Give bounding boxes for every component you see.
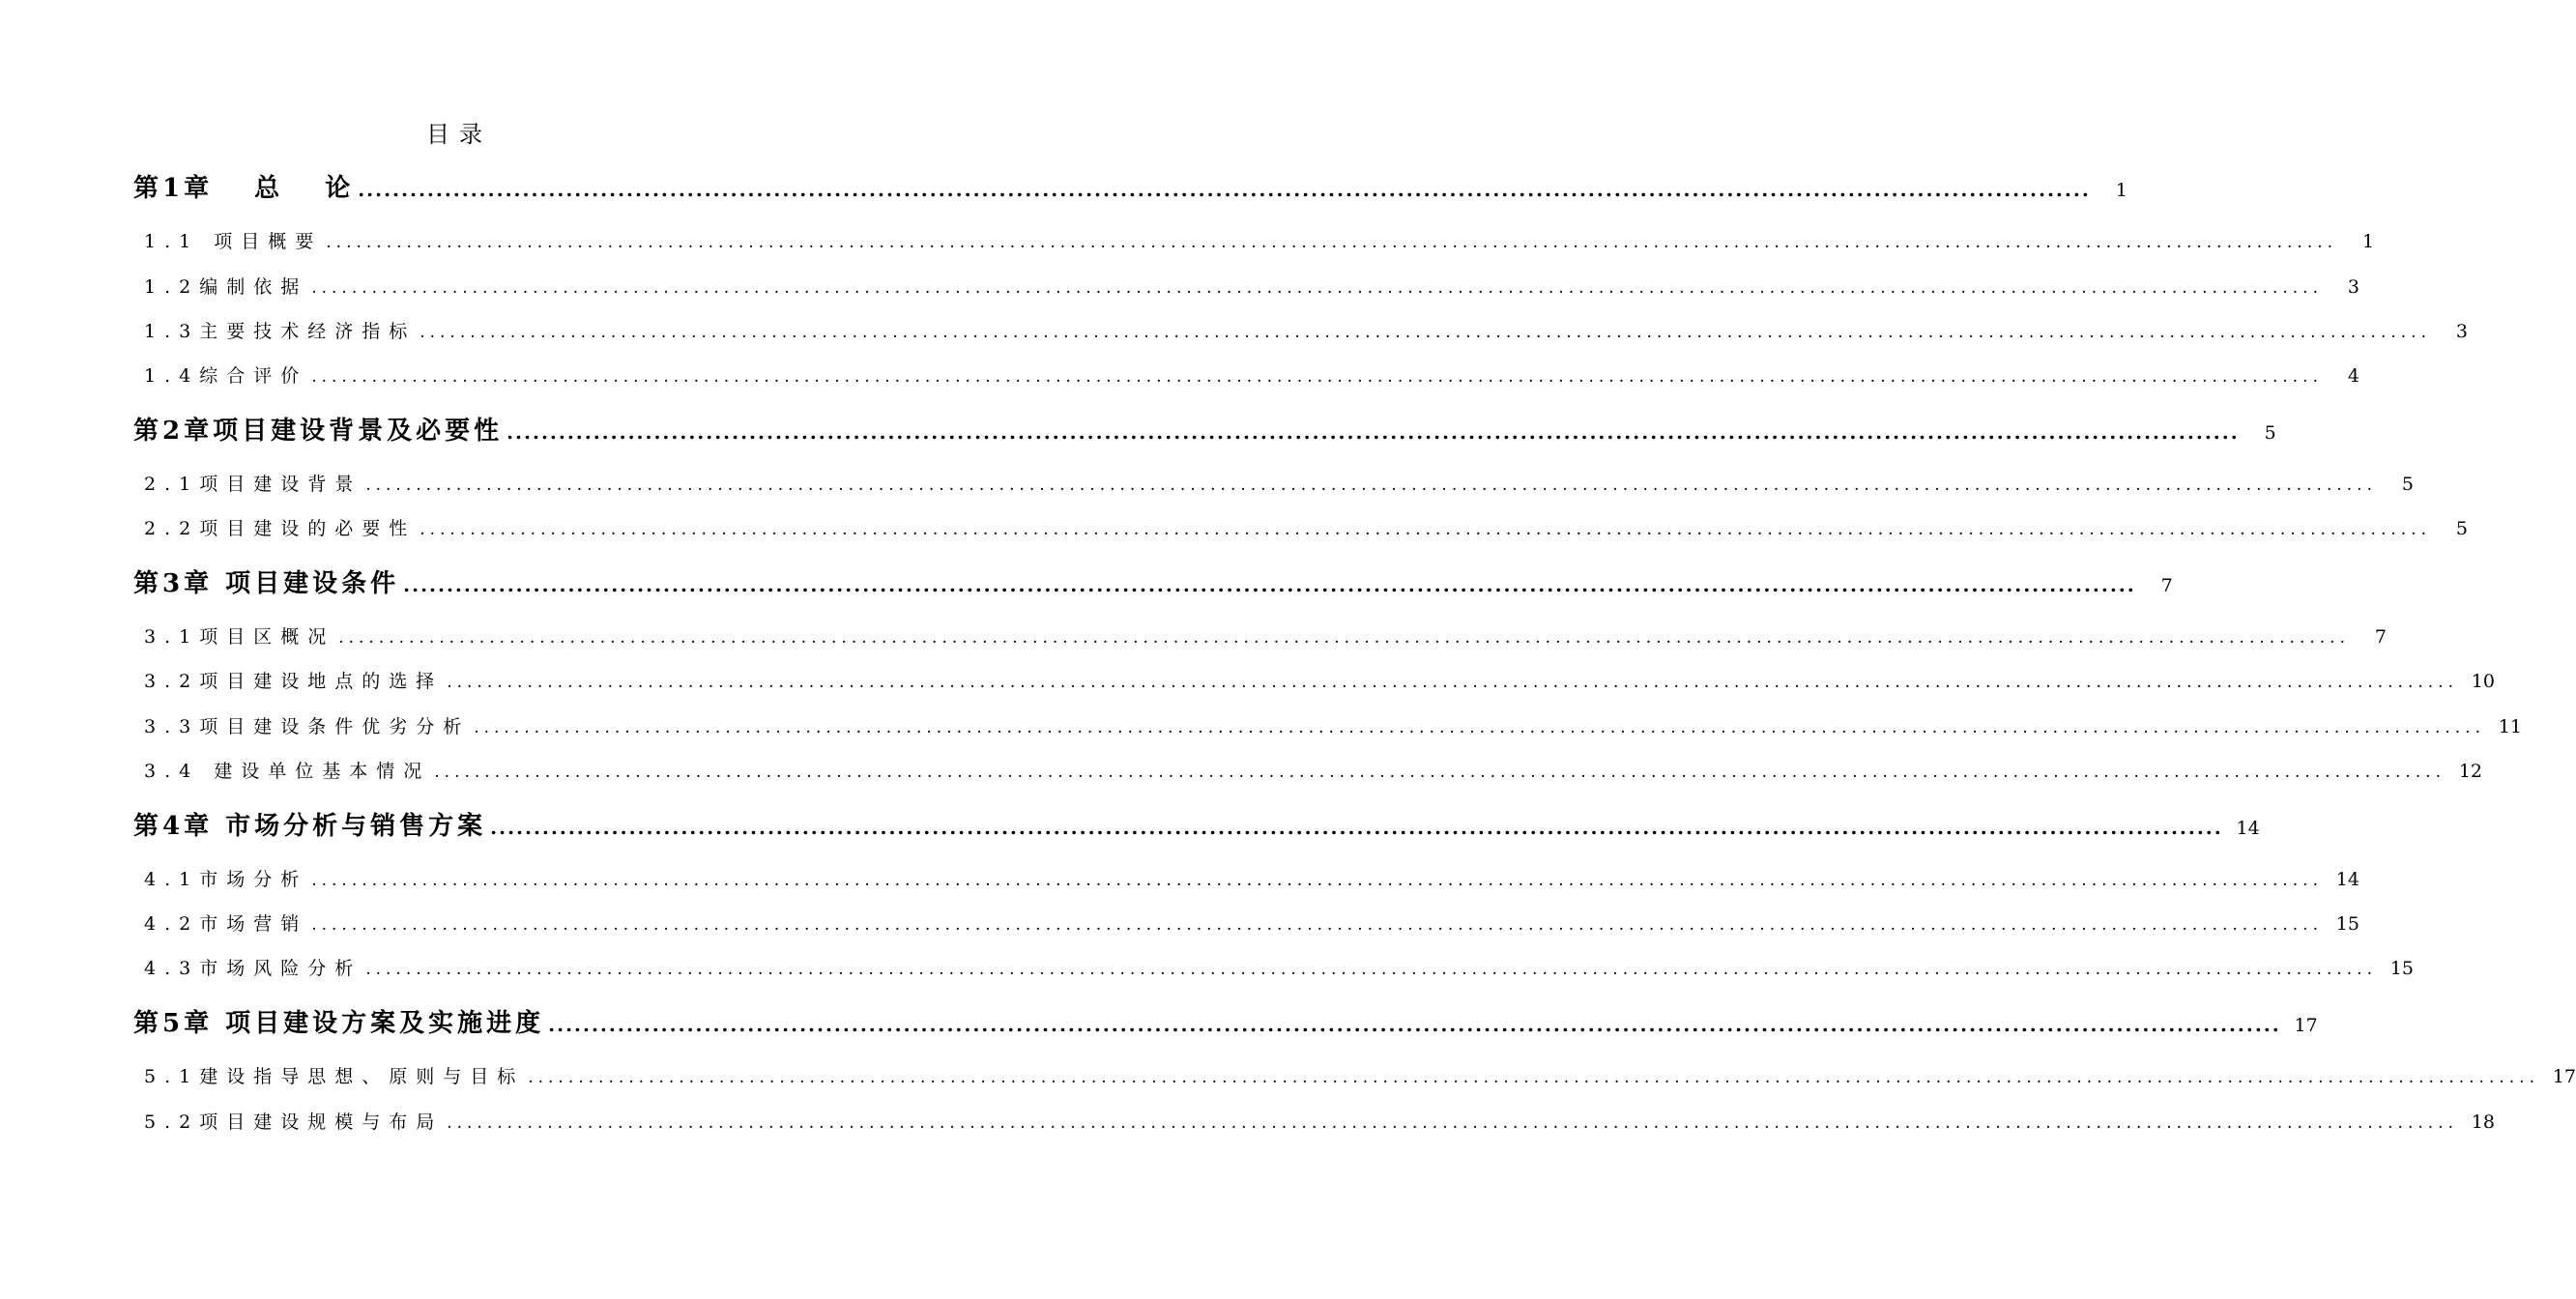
toc-page-number: 3 xyxy=(2455,321,2468,342)
toc-entry-label: 第3章 项目建设条件 xyxy=(133,569,400,598)
toc-leader-dots: ........................................................................................................................................................................................................ xyxy=(490,816,2223,839)
toc-entry-label: 3.2项目建设地点的选择 xyxy=(144,671,444,692)
toc-page-number: 1 xyxy=(2361,231,2375,252)
toc-leader-dots: ........................................................................................................................................................................................................ xyxy=(403,573,2136,596)
toc-entry-label: 1.2编制依据 xyxy=(144,276,308,298)
toc-leader-dots: ........................................................................................................................................................................................................ xyxy=(474,718,2485,737)
toc-entry-label: 第1章 总 论 xyxy=(133,174,355,203)
toc-entry-label: 2.2项目建设的必要性 xyxy=(144,518,417,539)
toc-page-number: 15 xyxy=(2389,958,2414,979)
toc-leader-dots: ........................................................................................................................................................................................................ xyxy=(311,278,2323,298)
toc-leader-dots: ........................................................................................................................................................................................................ xyxy=(420,520,2431,539)
toc-entry-label: 第5章 项目建设方案及实施进度 xyxy=(133,1009,545,1038)
toc-chapter-entry[interactable] xyxy=(133,567,2173,602)
toc-leader-dots: ........................................................................................................................................................................................................ xyxy=(528,1068,2539,1087)
toc-section-entry[interactable] xyxy=(144,955,2414,983)
toc-section-entry[interactable] xyxy=(144,668,2495,696)
toc-entry-label: 3.1项目区概况 xyxy=(144,626,335,648)
toc-page-number: 15 xyxy=(2335,913,2359,935)
toc-leader-dots: ........................................................................................................................................................................................................ xyxy=(434,763,2446,782)
toc-section-entry[interactable] xyxy=(144,758,2483,786)
toc-entry-label: 2.1项目建设背景 xyxy=(144,474,362,495)
toc-entry-label: 第2章项目建设背景及必要性 xyxy=(133,417,504,446)
toc-entry-label: 1.1 项目概要 xyxy=(144,231,323,252)
toc-section-entry[interactable] xyxy=(144,515,2468,543)
toc-leader-dots: ........................................................................................................................................................................................................ xyxy=(365,476,2377,495)
toc-page-number: 5 xyxy=(2401,474,2414,495)
toc-section-entry[interactable] xyxy=(144,866,2359,894)
toc-entry-label: 5.1建设指导思想、原则与目标 xyxy=(144,1066,525,1087)
toc-page-number: 12 xyxy=(2458,761,2483,782)
toc-entry-label: 4.2市场营销 xyxy=(144,913,308,935)
toc-section-entry[interactable] xyxy=(144,910,2359,938)
toc-section-entry[interactable] xyxy=(144,1063,2576,1091)
toc-page-number: 14 xyxy=(2335,869,2359,890)
toc-section-entry[interactable] xyxy=(144,713,2522,741)
toc-section-entry[interactable] xyxy=(144,471,2414,499)
toc-page-number: 7 xyxy=(2374,626,2387,648)
toc-leader-dots: ........................................................................................................................................................................................................ xyxy=(548,1013,2281,1036)
toc-entry-label: 4.3市场风险分析 xyxy=(144,958,362,979)
toc-entry-label: 第4章 市场分析与销售方案 xyxy=(133,812,487,841)
toc-leader-dots: ........................................................................................................................................................................................................ xyxy=(338,628,2350,648)
toc-entry-label: 5.2项目建设规模与布局 xyxy=(144,1111,444,1133)
toc-leader-dots: ........................................................................................................................................................................................................ xyxy=(311,871,2323,890)
toc-section-entry[interactable] xyxy=(144,274,2359,302)
toc-entry-label: 4.1市场分析 xyxy=(144,869,308,890)
toc-page-number: 17 xyxy=(2294,1015,2318,1036)
toc-chapter-entry[interactable] xyxy=(133,172,2127,207)
toc-page-number: 10 xyxy=(2471,671,2495,692)
toc-chapter-entry[interactable] xyxy=(133,810,2260,845)
toc-page-number: 7 xyxy=(2160,575,2173,596)
toc-leader-dots: ........................................................................................................................................................................................................ xyxy=(311,915,2323,935)
toc-page-number: 14 xyxy=(2236,818,2260,839)
toc-page-number: 11 xyxy=(2498,716,2522,737)
toc-leader-dots: ........................................................................................................................................................................................................ xyxy=(420,323,2431,342)
toc-leader-dots: ........................................................................................................................................................................................................ xyxy=(447,1113,2458,1133)
toc-leader-dots: ........................................................................................................................................................................................................ xyxy=(365,960,2377,979)
toc-leader-dots: ........................................................................................................................................................................................................ xyxy=(447,673,2458,692)
toc-section-entry[interactable] xyxy=(144,1109,2495,1137)
toc-section-entry[interactable] xyxy=(144,623,2387,651)
page-title: 目录 xyxy=(426,121,492,148)
toc-entry-label: 3.4 建设单位基本情况 xyxy=(144,761,431,782)
toc-page-number: 5 xyxy=(2264,422,2276,444)
toc-section-entry[interactable] xyxy=(144,228,2375,256)
toc-leader-dots: ........................................................................................................................................................................................................ xyxy=(326,233,2338,252)
toc-page-number: 3 xyxy=(2347,276,2359,298)
toc-page-number: 1 xyxy=(2115,180,2127,201)
toc-section-entry[interactable] xyxy=(144,318,2468,346)
toc-entry-label: 1.3主要技术经济指标 xyxy=(144,321,417,342)
toc-leader-dots: ........................................................................................................................................................................................................ xyxy=(358,178,2091,201)
toc-leader-dots: ........................................................................................................................................................................................................ xyxy=(311,367,2323,387)
toc-leader-dots: ........................................................................................................................................................................................................ xyxy=(507,420,2240,444)
toc-chapter-entry[interactable] xyxy=(133,1007,2318,1042)
toc-chapter-entry[interactable] xyxy=(133,415,2276,449)
toc-page-number: 17 xyxy=(2552,1066,2576,1087)
toc-entry-label: 1.4综合评价 xyxy=(144,365,308,387)
toc-entry-label: 3.3项目建设条件优劣分析 xyxy=(144,716,471,737)
toc-page-number: 4 xyxy=(2347,365,2359,387)
toc-page-number: 18 xyxy=(2471,1111,2495,1133)
toc-section-entry[interactable] xyxy=(144,362,2359,390)
toc-page-number: 5 xyxy=(2455,518,2468,539)
